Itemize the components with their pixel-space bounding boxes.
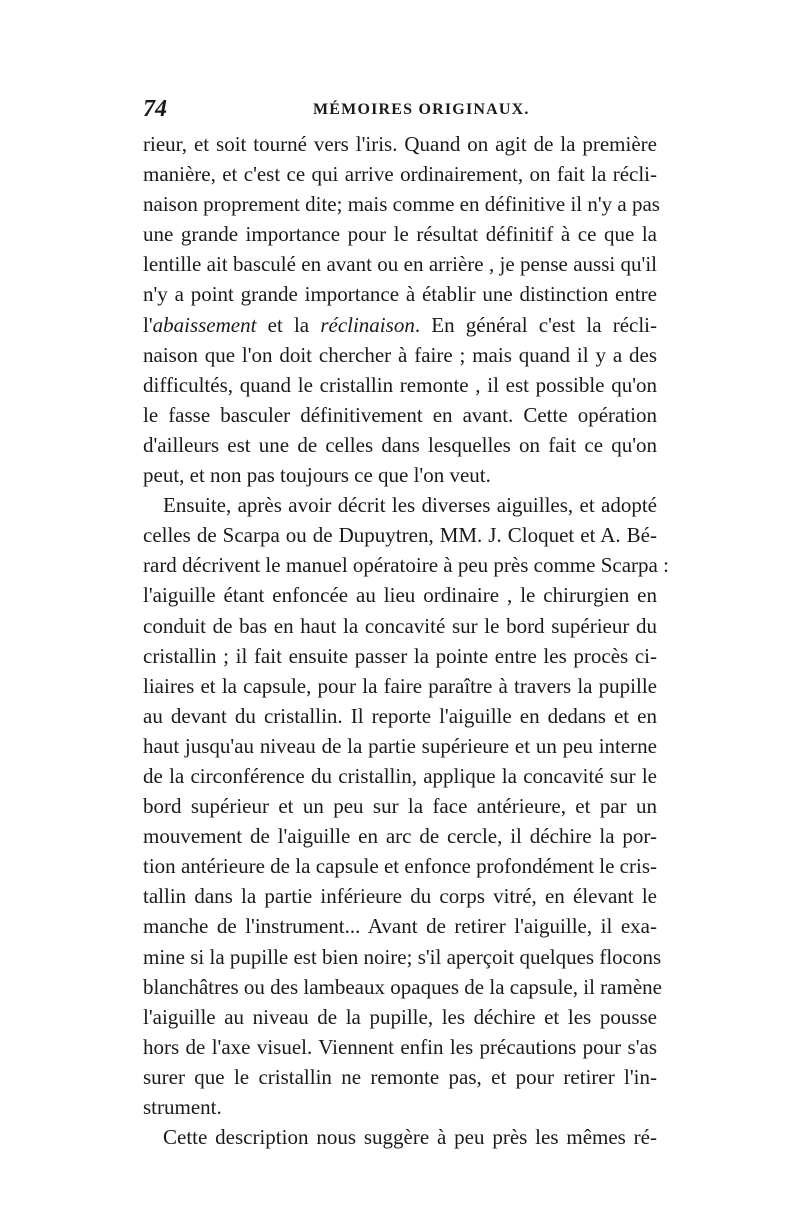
text-run: peut, et non pas toujours ce que l'on veut. bbox=[143, 463, 491, 488]
text-run: rard décrivent le manuel opératoire à peu près comme Scarpa : bbox=[143, 553, 669, 578]
text-line bbox=[143, 611, 657, 641]
text-run: tallin dans la partie inférieure du corps vitré, en élevant le bbox=[143, 884, 657, 909]
text-run: haut jusqu'au niveau de la partie supérieure et un peu interne bbox=[143, 733, 657, 758]
text-run: de la circonférence du cristallin, applique la concavité sur le bbox=[143, 763, 657, 788]
text-line bbox=[143, 942, 662, 972]
text-run: . En général c'est la récli- bbox=[414, 312, 657, 337]
text-line bbox=[143, 701, 657, 731]
text-line bbox=[143, 520, 657, 550]
text-run: lentille ait basculé en avant ou en arrière , je pense aussi qu'il bbox=[143, 252, 657, 277]
text-run: Cette description nous suggère à peu près les mêmes ré- bbox=[163, 1125, 657, 1150]
text-line bbox=[143, 159, 657, 189]
text-line bbox=[143, 490, 657, 520]
text-run: blanchâtres ou des lambeaux opaques de la capsule, il ramène bbox=[143, 974, 662, 999]
text-run: l'aiguille au niveau de la pupille, les déchire et les pousse bbox=[143, 1004, 657, 1029]
text-run: mine si la pupille est bien noire; s'il aperçoit quelques flocons bbox=[143, 944, 662, 969]
text-run: le fasse basculer définitivement en avant. Cette opération bbox=[143, 402, 657, 427]
text-line bbox=[143, 580, 657, 610]
text-line bbox=[143, 911, 657, 941]
text-run: naison que l'on doit chercher à faire ; mais quand il y a des bbox=[143, 342, 657, 367]
text-line bbox=[143, 821, 657, 851]
text-line bbox=[143, 1122, 657, 1152]
text-line bbox=[143, 460, 657, 490]
text-line bbox=[143, 972, 662, 1002]
text-line bbox=[143, 731, 657, 761]
text-line bbox=[143, 310, 657, 340]
text-run: une grande importance pour le résultat définitif à ce que la bbox=[143, 222, 657, 247]
text-run: manière, et c'est ce qui arrive ordinairement, on fait la récli- bbox=[143, 162, 657, 187]
text-line bbox=[143, 641, 657, 671]
text-line bbox=[143, 249, 657, 279]
text-run: bord supérieur et un peu sur la face antérieure, et par un bbox=[143, 794, 657, 819]
running-title: MÉMOIRES ORIGINAUX. bbox=[313, 101, 530, 118]
body-text bbox=[143, 129, 669, 1152]
text-line bbox=[143, 550, 669, 580]
text-line bbox=[143, 1092, 657, 1122]
text-run: mouvement de l'aiguille en arc de cercle, il déchire la por- bbox=[143, 824, 657, 849]
text-run: au devant du cristallin. Il reporte l'aiguille en dedans et en bbox=[143, 703, 657, 728]
text-run: l' bbox=[143, 312, 153, 337]
text-line bbox=[143, 129, 657, 159]
running-header bbox=[143, 96, 657, 122]
text-run: conduit de bas en haut la concavité sur le bord supérieur du bbox=[143, 613, 657, 638]
text-run: cristallin ; il fait ensuite passer la pointe entre les procès ci- bbox=[143, 643, 657, 668]
text-run: naison proprement dite; mais comme en définitive il n'y a pas bbox=[143, 192, 660, 217]
text-run: difficultés, quand le cristallin remonte , il est possible qu'on bbox=[143, 372, 657, 397]
text-line bbox=[143, 400, 657, 430]
text-line bbox=[143, 430, 657, 460]
text-line bbox=[143, 1002, 657, 1032]
page-number: 74 bbox=[143, 96, 167, 122]
text-run: l'aiguille étant enfoncée au lieu ordinaire , le chirurgien en bbox=[143, 583, 657, 608]
text-line bbox=[143, 791, 657, 821]
text-run: Ensuite, après avoir décrit les diverses aiguilles, et adopté bbox=[163, 493, 657, 518]
text-line bbox=[143, 761, 657, 791]
text-run: hors de l'axe visuel. Viennent enfin les précautions pour s'as bbox=[143, 1034, 657, 1059]
text-run: tion antérieure de la capsule et enfonce profondément le cris- bbox=[143, 854, 657, 879]
text-run: rieur, et soit tourné vers l'iris. Quand on agit de la première bbox=[143, 132, 657, 156]
text-line bbox=[143, 279, 657, 309]
text-run: surer que le cristallin ne remonte pas, et pour retirer l'in- bbox=[143, 1064, 657, 1089]
text-line bbox=[143, 1062, 657, 1092]
text-line bbox=[143, 1032, 657, 1062]
text-run: n'y a point grande importance à établir une distinction entre bbox=[143, 282, 657, 307]
text-line bbox=[143, 189, 660, 219]
text-line bbox=[143, 340, 657, 370]
text-line bbox=[143, 219, 657, 249]
text-run: strument. bbox=[143, 1095, 222, 1119]
text-run: d'ailleurs est une de celles dans lesquelles on fait ce qu'on bbox=[143, 432, 657, 457]
text-run: manche de l'instrument... Avant de retirer l'aiguille, il exa- bbox=[143, 914, 657, 939]
text-run: celles de Scarpa ou de Dupuytren, MM. J. Cloquet et A. Bé- bbox=[143, 523, 657, 548]
text-line bbox=[143, 881, 657, 911]
text-line bbox=[143, 671, 657, 701]
text-line bbox=[143, 851, 657, 881]
text-run: et la bbox=[256, 312, 321, 337]
text-line bbox=[143, 370, 657, 400]
text-run: liaires et la capsule, pour la faire paraître à travers la pupille bbox=[143, 673, 657, 698]
italic-term: abaissement bbox=[152, 312, 257, 337]
italic-term: réclinaison bbox=[320, 312, 415, 337]
